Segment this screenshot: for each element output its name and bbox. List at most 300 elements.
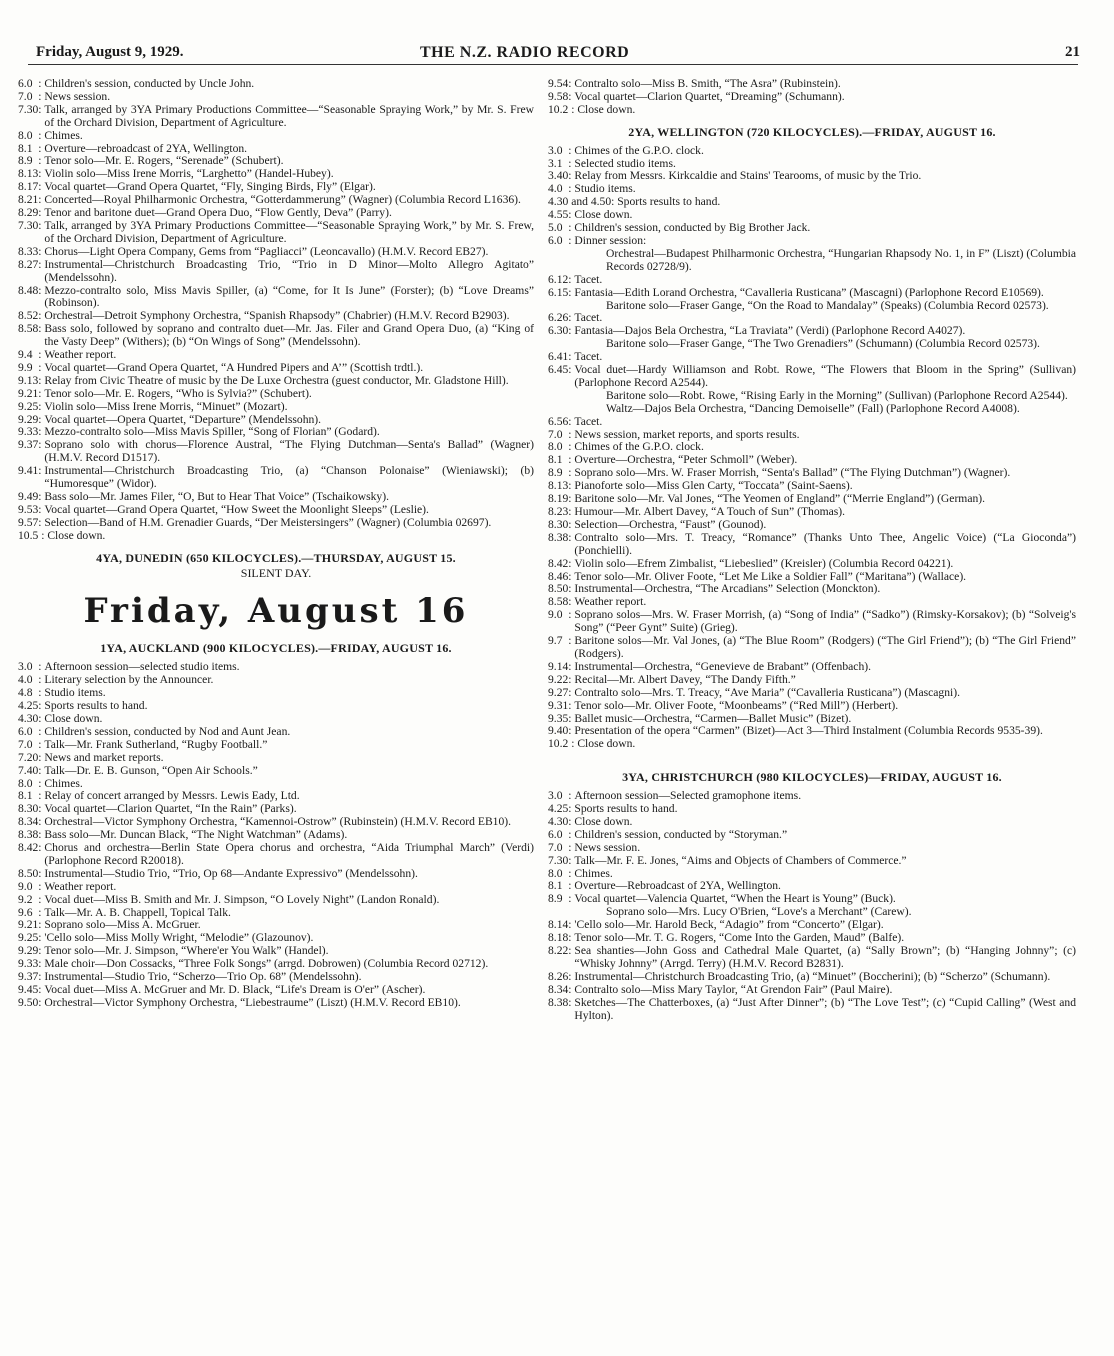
entry-time: 8.17: <box>18 180 45 194</box>
entry-text: Soprano solo—Mrs. Lucy O'Brien, “Love's a Merchant” (Carew). <box>606 905 912 919</box>
entry-text: Selection—Band of H.M. Grenadier Guards, “Der Meistersingers” (Wagner) (Columbia 02697). <box>44 515 492 529</box>
entry-text: Tenor solo—Mr. E. Rogers, “Serenade” (Schubert). <box>44 154 284 168</box>
program-entry <box>548 300 1076 313</box>
program-entry <box>548 403 1076 416</box>
entry-text: News session. <box>574 840 641 854</box>
entry-time: 5.0 : <box>548 221 575 235</box>
entry-text: Baritone solo—Fraser Gange, “The Two Grenadiers” (Schumann) (Columbia Record 02573). <box>606 337 1040 351</box>
program-entry <box>548 674 1076 687</box>
entry-time: 9.33: <box>18 957 45 971</box>
entry-text: Talk—Mr. F. E. Jones, “Aims and Objects of Chambers of Commerce.” <box>574 853 907 867</box>
entry-text: Instrumental—Christchurch Broadcasting Trio, “Trio in D Minor—Molto Allegro Agitato” (Mendelssohn). <box>44 257 534 284</box>
entry-time: 8.52: <box>18 309 45 323</box>
program-entry <box>18 91 534 104</box>
program-entry <box>548 274 1076 287</box>
program-entry <box>548 661 1076 674</box>
program-list <box>548 78 1076 117</box>
program-entry <box>548 609 1076 635</box>
program-entry <box>548 532 1076 558</box>
section-heading-dunedin: 4YA, DUNEDIN (650 KILOCYCLES).—THURSDAY, AUGUST 15. <box>96 550 456 565</box>
program-list <box>548 790 1076 1022</box>
entry-text: Weather report. <box>44 348 117 362</box>
program-entry <box>548 235 1076 248</box>
program-entry <box>18 323 534 349</box>
entry-time: 6.41: <box>548 350 575 364</box>
entry-text: Sea shanties—John Goss and Cathedral Male Quartet, (a) “Sally Brown”; (b) “Hanging Johnny”; (c) “Whisky Johnny” (Arrgd. Terry) (H.M.V. Record B2831). <box>574 944 1076 970</box>
entry-time: 9.9 : <box>18 360 45 374</box>
entry-text: Baritone solo—Fraser Gange, “On the Road to Mandalay” (Speaks) (Columbia Record 02573). <box>606 298 1049 312</box>
entry-text: Tenor solo—Mr. E. Rogers, “Who is Sylvia?” (Schubert). <box>44 386 312 400</box>
program-entry <box>18 465 534 491</box>
entry-time: 6.0 : <box>18 724 45 738</box>
entry-time: 6.12: <box>548 272 575 286</box>
entry-time: 8.0 : <box>18 128 45 142</box>
entry-text: Presentation of the opera “Carmen” (Bizet)—Act 3—Third Instalment (Columbia Records 9535-39). <box>574 724 1043 738</box>
entry-time: 6.45: <box>548 363 575 377</box>
entry-text: Overture—Orchestra, “Peter Schmoll” (Weber). <box>574 453 798 467</box>
entry-text: Talk—Mr. Frank Sutherland, “Rugby Football.” <box>44 737 268 751</box>
entry-time: 8.58: <box>18 322 45 336</box>
entry-time: 9.29: <box>18 944 45 958</box>
program-entry <box>548 338 1076 351</box>
entry-time: 8.13: <box>548 479 575 493</box>
section-heading-wellington: 2YA, WELLINGTON (720 KILOCYCLES).—FRIDAY, AUGUST 16. <box>628 124 996 139</box>
entry-time: 9.31: <box>548 698 575 712</box>
entry-time: 6.56: <box>548 414 575 428</box>
entry-time: 9.50: <box>18 995 45 1009</box>
entry-time: 8.42: <box>18 841 45 855</box>
entry-text: News session. <box>44 89 111 103</box>
entry-time: 6.0 : <box>548 827 575 841</box>
entry-text: News and market reports. <box>44 750 164 764</box>
entry-time: 9.25: <box>18 931 45 945</box>
entry-time: 4.30: <box>18 711 45 725</box>
program-entry <box>548 700 1076 713</box>
program-entry <box>548 984 1076 997</box>
entry-time: 4.0 : <box>18 673 45 687</box>
entry-text: Talk, arranged by 3YA Primary Productions Committee—“Seasonable Spraying Work,” by Mr. S. Frew, of the Orchard Division, Department of Agriculture. <box>44 218 534 245</box>
program-entry <box>548 558 1076 571</box>
entry-text: Close down. <box>577 102 636 116</box>
entry-time: 8.14: <box>548 918 575 932</box>
entry-time: 4.25: <box>548 802 575 816</box>
entry-text: Afternoon session—Selected gramophone items. <box>574 789 802 803</box>
entry-time: 9.37: <box>18 438 45 452</box>
entry-time: 9.57: <box>18 515 45 529</box>
entry-text: Tacet. <box>574 414 603 428</box>
entry-time: 8.9 : <box>18 154 45 168</box>
entry-time: 7.30: <box>548 853 575 867</box>
entry-time: 8.1 : <box>548 453 575 467</box>
entry-time: 9.7 : <box>548 634 575 648</box>
entry-text: Chimes of the G.P.O. clock. <box>574 440 704 454</box>
program-entry <box>548 945 1076 971</box>
entry-time: 7.0 : <box>18 89 45 103</box>
entry-text: Instrumental—Studio Trio, “Scherzo—Trio Op. 68” (Mendelssohn). <box>44 970 362 984</box>
entry-text: Vocal quartet—Valencia Quartet, “When the Heart is Young” (Buck). <box>574 892 896 906</box>
program-list <box>18 78 534 543</box>
entry-text: Children's session, conducted by “Storyman.” <box>574 827 788 841</box>
entry-text: Weather report. <box>44 879 117 893</box>
entry-time: 8.19: <box>548 492 575 506</box>
entry-time: 9.21: <box>18 386 45 400</box>
entry-time: 7.0 : <box>548 427 575 441</box>
entry-time: 6.30: <box>548 324 575 338</box>
entry-text: Relay from Civic Theatre of music by the De Luxe Orchestra (guest conductor, Mr. Gladstone Hill). <box>44 373 509 387</box>
program-entry <box>548 803 1076 816</box>
entry-text: Contralto solo—Mrs. T. Treacy, “Ave Maria” (“Cavalleria Rusticana”) (Mascagni). <box>574 685 961 699</box>
program-entry <box>18 285 534 311</box>
entry-time: 8.30: <box>18 802 45 816</box>
entry-text: Vocal duet—Hardy Williamson and Robt. Rowe, “The Flowers that Bloom in the Spring” (Sullivan) (Parlophone Record A2544). <box>574 363 1076 389</box>
program-entry <box>548 364 1076 390</box>
entry-time: 8.1 : <box>548 879 575 893</box>
entry-text: Contralto solo—Miss B. Smith, “The Asra” (Rubinstein). <box>574 77 841 90</box>
program-entry <box>18 491 534 504</box>
program-entry <box>18 517 534 530</box>
program-entry <box>18 259 534 285</box>
entry-text: Studio items. <box>44 686 106 700</box>
entry-text: Instrumental—Studio Trio, “Trio, Op 68—Andante Expressivo” (Mendelssohn). <box>44 866 418 880</box>
entry-text: Talk—Mr. A. B. Chappell, Topical Talk. <box>44 905 231 919</box>
entry-time: 8.42: <box>548 556 575 570</box>
entry-time: 4.30: <box>548 814 575 828</box>
program-entry <box>548 78 1076 91</box>
entry-text: Fantasia—Dajos Bela Orchestra, “La Traviata” (Verdi) (Parlophone Record A4027). <box>574 324 966 338</box>
entry-text: Baritone solo—Mr. Val Jones, “The Yeomen of England” (“Merrie England”) (German). <box>574 492 986 506</box>
page-header <box>30 44 1080 66</box>
entry-text: Tacet. <box>574 311 603 325</box>
program-entry <box>548 687 1076 700</box>
program-entry <box>548 829 1076 842</box>
entry-time: 9.25: <box>18 399 45 413</box>
entry-text: Weather report. <box>574 595 647 609</box>
entry-time: 9.54: <box>548 77 575 90</box>
entry-time: 4.55: <box>548 208 575 222</box>
entry-text: Instrumental—Orchestra, “The Arcadians” Selection (Monckton). <box>574 582 881 596</box>
entry-text: Bass solo, followed by soprano and contralto duet—Mr. Jas. Filer and Grand Opera Duo, (a) “King of the Vasty Deep” (Withers); (b) “On Wings of Song” (Mendelssohn). <box>44 322 534 349</box>
program-entry <box>548 997 1076 1023</box>
entry-time: 3.40: <box>548 169 575 183</box>
entry-time: 4.25: <box>18 699 45 713</box>
entry-text: Overture—Rebroadcast of 2YA, Wellington. <box>574 879 781 893</box>
entry-time: 8.0 : <box>548 866 575 880</box>
entry-time: 8.30: <box>548 517 575 531</box>
entry-text: Afternoon session—selected studio items. <box>44 660 240 674</box>
entry-time: 9.35: <box>548 711 575 725</box>
entry-text: Vocal quartet—Grand Opera Quartet, “A Hundred Pipers and A’” (Scottish trdtl.). <box>44 360 424 374</box>
entry-text: Sketches—The Chatterboxes, (a) “Just After Dinner”; (b) “The Love Test”; (c) “Cupid Calling” (West and Hylton). <box>574 995 1076 1022</box>
entry-text: Violin solo—Miss Irene Morris, “Minuet” (Mozart). <box>44 399 288 413</box>
entry-time: 3.1 : <box>548 156 575 170</box>
entry-text: Vocal quartet—Clarion Quartet, “Dreaming” (Schumann). <box>574 89 845 103</box>
entry-text: Vocal quartet—Grand Opera Quartet, “How Sweet the Moonlight Sleeps” (Leslie). <box>44 502 429 516</box>
entry-text: Tenor solo—Mr. T. G. Rogers, “Come Into the Garden, Maud” (Balfe). <box>574 931 905 945</box>
entry-time: 6.0 : <box>18 77 45 90</box>
entry-time: 8.34: <box>548 982 575 996</box>
program-entry <box>548 390 1076 403</box>
entry-text: Male choir—Don Cossacks, “Three Folk Songs” (arrgd. Dobrowen) (Columbia Record 02712). <box>44 957 489 971</box>
entry-time: 9.0 : <box>548 608 575 622</box>
entry-text: Tenor and baritone duet—Grand Opera Duo, “Flow Gently, Deva” (Parry). <box>44 206 392 220</box>
entry-text: Close down. <box>574 208 633 222</box>
entry-time: 7.0 : <box>18 737 45 751</box>
entry-text: Overture—rebroadcast of 2YA, Wellington. <box>44 141 248 155</box>
entry-text: Bass solo—Mr. James Filer, “O, But to Hear That Voice” (Tschaikowsky). <box>44 490 389 503</box>
program-entry <box>18 375 534 388</box>
entry-time: 8.9 : <box>548 892 575 906</box>
entry-time: 8.38: <box>548 995 575 1009</box>
entry-time: 8.50: <box>548 582 575 596</box>
entry-text: 'Cello solo—Miss Molly Wright, “Melodie” (Glazounov). <box>44 931 314 945</box>
entry-time: 6.0 : <box>548 233 575 247</box>
entry-time: 9.21: <box>18 918 45 932</box>
entry-text: Relay from Messrs. Kirkcaldie and Stains' Tearooms, of music by the Trio. <box>574 169 922 183</box>
entry-text: Bass solo—Mr. Duncan Black, “The Night Watchman” (Adams). <box>44 828 348 842</box>
entry-text: Chimes of the G.P.O. clock. <box>574 143 704 157</box>
entry-time: 9.0 : <box>18 879 45 893</box>
entry-text: Orchestral—Victor Symphony Orchestra, “Kamennoi-Ostrow” (Rubinstein) (H.M.V. Record EB10). <box>44 815 512 829</box>
entry-time: 10.2 : <box>548 737 578 751</box>
entry-time: 9.45: <box>18 983 45 996</box>
entry-time: 9.14: <box>548 659 575 673</box>
program-entry <box>18 401 534 414</box>
entry-time: 6.15: <box>548 285 575 299</box>
program-entry <box>18 842 534 868</box>
right-column <box>548 78 1076 1022</box>
entry-text: Tenor solo—Mr. J. Simpson, “Where'er You Walk” (Handel). <box>44 944 329 958</box>
program-entry <box>548 635 1076 661</box>
silent-day-note: SILENT DAY. <box>240 565 312 580</box>
entry-text: Talk, arranged by 3YA Primary Productions Committee—“Seasonable Spraying Work,” by Mr. S. Frew of the Orchard Division, Department of Agriculture. <box>44 102 534 129</box>
program-entry <box>18 752 534 765</box>
program-entry <box>18 765 534 778</box>
entry-text: Instrumental—Christchurch Broadcasting Trio, (a) “Chanson Polonaise” (Wieniawski); (b) “Humoresque” (Widor). <box>44 464 534 491</box>
entry-text: Chimes. <box>44 776 83 790</box>
entry-text: Orchestral—Victor Symphony Orchestra, “Liebestraume” (Liszt) (H.M.V. Record EB10). <box>44 995 461 1009</box>
entry-time: 9.22: <box>548 672 575 686</box>
entry-time: 8.23: <box>548 505 575 518</box>
entry-time: 9.6 : <box>18 905 45 919</box>
entry-time: 9.4 : <box>18 348 45 362</box>
program-entry <box>18 868 534 881</box>
program-entry <box>18 130 534 143</box>
entry-text: Pianoforte solo—Miss Glen Carty, “Toccata” (Saint-Saens). <box>574 479 853 493</box>
entry-text: Vocal duet—Miss B. Smith and Mr. J. Simpson, “O Lovely Night” (Landon Ronald). <box>44 892 440 906</box>
issue-date: Friday, August 9, 1929. <box>36 44 184 60</box>
program-entry <box>548 104 1076 117</box>
entry-text: Studio items. <box>574 182 636 196</box>
program-entry <box>18 388 534 401</box>
entry-text: Ballet music—Orchestra, “Carmen—Ballet Music” (Bizet). <box>574 711 852 725</box>
entry-time: 9.37: <box>18 970 45 984</box>
entry-text: Mezzo-contralto solo, Miss Mavis Spiller, (a) “Come, for It Is June” (Forster); (b) “Love Dreams” (Robinson). <box>44 283 534 310</box>
program-entry <box>18 894 534 907</box>
entry-text: Dinner session: <box>574 233 647 247</box>
entry-time: 8.18: <box>548 931 575 945</box>
entry-time: 8.26: <box>548 969 575 983</box>
program-entry <box>548 816 1076 829</box>
entry-time: 8.1 : <box>18 789 45 803</box>
entry-text: Close down. <box>574 814 633 828</box>
program-entry <box>18 530 534 543</box>
entry-text: Children's session, conducted by Big Brother Jack. <box>574 221 811 235</box>
entry-time: 7.40: <box>18 763 45 777</box>
entry-time: 8.27: <box>18 257 45 271</box>
entry-text: Vocal duet—Miss A. McGruer and Mr. D. Black, “Life's Dream is O'er” (Ascher). <box>44 983 426 996</box>
program-entry <box>548 519 1076 532</box>
program-entry <box>18 349 534 362</box>
section-heading-christchurch: 3YA, CHRISTCHURCH (980 KILOCYCLES)—FRIDAY, AUGUST 16. <box>622 770 1002 785</box>
entry-text: Selection—Orchestra, “Faust” (Gounod). <box>574 517 767 531</box>
header-rule <box>28 64 1078 65</box>
entry-time: 6.26: <box>548 311 575 325</box>
entry-text: Soprano solo—Miss A. McGruer. <box>44 918 201 932</box>
entry-time: 8.0 : <box>548 440 575 454</box>
program-entry <box>548 971 1076 984</box>
entry-text: Recital—Mr. Albert Davey, “The Dandy Fifth.” <box>574 672 796 686</box>
entry-text: Soprano solo—Mrs. W. Fraser Morrish, “Senta's Ballad” (“The Flying Dutchman”) (Wagner). <box>574 466 1011 480</box>
program-entry <box>548 842 1076 855</box>
entry-time: 9.53: <box>18 502 45 516</box>
program-list <box>18 661 534 1009</box>
program-entry <box>548 248 1076 274</box>
entry-text: Waltz—Dajos Bela Orchestra, “Dancing Demoiselle” (Fall) (Parlophone Record A4008). <box>606 401 1020 415</box>
entry-time: 7.30: <box>18 218 45 232</box>
entry-text: Close down. <box>47 528 106 542</box>
entry-time: 9.58: <box>548 89 575 103</box>
entry-text: News session, market reports, and sports results. <box>574 427 800 441</box>
entry-text: Soprano solos—Mrs. W. Fraser Morrish, (a) “Song of India” (“Sadko”) (Rimsky-Korsakov); (b) “Solveig's Song” (“Peer Gynt” Suite) (Grieg). <box>574 608 1076 635</box>
entry-time: 9.29: <box>18 412 45 426</box>
entry-text: Contralto solo—Miss Mary Taylor, “At Grendon Fair” (Paul Maire). <box>574 982 893 996</box>
entry-text: Selected studio items. <box>574 156 676 170</box>
entry-text: Violin solo—Efrem Zimbalist, “Liebeslied” (Kreisler) (Columbia Record 04221). <box>574 556 954 570</box>
entry-time: 8.21: <box>18 193 45 207</box>
entry-time: 8.0 : <box>18 776 45 790</box>
entry-time: 9.33: <box>18 425 45 439</box>
program-entry <box>18 362 534 375</box>
entry-time: 7.30: <box>18 102 45 116</box>
entry-text: Violin solo—Miss Irene Morris, “Larghetto” (Handel-Hubey). <box>44 167 334 181</box>
entry-time: 8.58: <box>548 595 575 609</box>
entry-time: 4.8 : <box>18 686 45 700</box>
program-entry <box>18 984 534 997</box>
program-entry <box>18 504 534 517</box>
entry-text: Instrumental—Christchurch Broadcasting Trio, (a) “Minuet” (Boccherini); (b) “Scherzo” (Schumann). <box>574 969 1051 983</box>
program-entry <box>18 220 534 246</box>
entry-text: Orchestral—Budapest Philharmonic Orchestra, “Hungarian Rhapsody No. 1, in F” (Liszt) (Columbia Records 02728/9). <box>606 246 1076 273</box>
entry-time: 8.34: <box>18 815 45 829</box>
entry-time: 8.1 : <box>18 141 45 155</box>
entry-text: Baritone solo—Robt. Rowe, “Rising Early in the Morning” (Sullivan) (Parlophone Record A2544). <box>606 388 1068 402</box>
entry-time: 9.27: <box>548 685 575 699</box>
entry-text: Orchestral—Detroit Symphony Orchestra, “Spanish Rhapsody” (Chabrier) (H.M.V. Record B2903). <box>44 309 510 323</box>
entry-text: Mezzo-contralto solo—Miss Mavis Spiller, “Song of Florian” (Godard). <box>44 425 380 439</box>
program-entry <box>18 439 534 465</box>
section-heading-auckland: 1YA, AUCKLAND (900 KILOCYCLES).—FRIDAY, AUGUST 16. <box>100 641 452 656</box>
entry-text: Soprano solo with chorus—Florence Austral, “The Flying Dutchman—Senta's Ballad” (Wagner) (H.M.V. Record D1517). <box>44 438 534 465</box>
entry-time: 10.2 : <box>548 102 578 116</box>
entry-text: Sports results to hand. <box>617 195 721 209</box>
entry-time: 3.0 : <box>548 143 575 157</box>
left-column <box>18 78 534 1010</box>
entry-time: 8.33: <box>18 244 45 258</box>
entry-text: Chorus and orchestra—Berlin State Opera chorus and orchestra, “Aida Triumphal March” (Verdi) (Parlophone Record R20018). <box>44 841 534 867</box>
entry-text: Chimes. <box>574 866 613 880</box>
entry-time: 7.20: <box>18 750 45 764</box>
entry-text: Baritone solos—Mr. Val Jones, (a) “The Blue Room” (Rodgers) (“The Girl Friend”); (b) “The Girl Friend” (Rodgers). <box>574 634 1076 660</box>
entry-time: 9.13: <box>18 373 45 387</box>
entry-time: 9.40: <box>548 724 575 738</box>
program-entry <box>18 739 534 752</box>
entry-time: 8.22: <box>548 944 575 957</box>
entry-text: Chimes. <box>44 128 83 142</box>
entry-text: Tacet. <box>574 272 603 286</box>
entry-text: Tenor solo—Mr. Oliver Foote, “Let Me Like a Soldier Fall” (“Maritana”) (Wallace). <box>574 569 967 583</box>
entry-time: 8.38: <box>548 530 575 544</box>
page-number: 21 <box>1065 44 1080 60</box>
date-banner: Friday, August 16 <box>83 591 469 632</box>
entry-text: Close down. <box>44 711 103 725</box>
entry-text: Vocal quartet—Clarion Quartet, “In the Rain” (Parks). <box>44 802 297 816</box>
program-entry <box>18 713 534 726</box>
entry-time: 8.50: <box>18 866 45 880</box>
program-entry <box>548 287 1076 300</box>
entry-text: Children's session, conducted by Uncle John. <box>44 77 255 90</box>
entry-text: Literary selection by the Announcer. <box>44 673 214 687</box>
program-entry <box>18 246 534 259</box>
entry-text: Fantasia—Edith Lorand Orchestra, “Cavalleria Rusticana” (Mascagni) (Parlophone Record E10569). <box>574 285 1044 299</box>
program-entry <box>548 416 1076 429</box>
entry-time: 10.5 : <box>18 528 48 542</box>
program-entry <box>18 997 534 1010</box>
entry-time: 8.9 : <box>548 466 575 480</box>
program-entry <box>18 881 534 894</box>
publication-title: THE N.Z. RADIO RECORD <box>420 44 630 61</box>
program-list <box>548 145 1076 752</box>
program-entry <box>548 91 1076 104</box>
entry-text: Relay of concert arranged by Messrs. Lewis Eady, Ltd. <box>44 789 300 803</box>
entry-time: 9.41: <box>18 464 45 478</box>
program-entry <box>18 104 534 130</box>
entry-text: Vocal quartet—Grand Opera Quartet, “Fly, Singing Birds, Fly” (Elgar). <box>44 180 376 194</box>
entry-text: Vocal quartet—Opera Quartet, “Departure” (Mendelssohn). <box>44 412 322 426</box>
entry-time: 4.30 and 4.50: <box>548 195 618 209</box>
entry-text: Tenor solo—Mr. Oliver Foote, “Moonbeams” (“Red Mill”) (Herbert). <box>574 698 899 712</box>
program-entry <box>548 738 1076 751</box>
program-entry <box>18 726 534 739</box>
program-entry <box>548 506 1076 519</box>
entry-time: 8.13: <box>18 167 45 181</box>
entry-text: Concerted—Royal Philharmonic Orchestra, “Gotterdammerung” (Wagner) (Columbia Record L1636). <box>44 193 521 207</box>
entry-text: Chorus—Light Opera Company, Gems from “Pagliacci” (Leoncavallo) (H.M.V. Record EB27). <box>44 244 489 258</box>
entry-time: 9.2 : <box>18 892 45 906</box>
entry-text: Close down. <box>577 737 636 751</box>
entry-time: 3.0 : <box>18 660 45 674</box>
entry-text: Tacet. <box>574 350 603 364</box>
program-entry <box>18 78 534 91</box>
entry-time: 8.29: <box>18 206 45 220</box>
entry-time: 7.0 : <box>548 840 575 854</box>
entry-time: 8.48: <box>18 283 45 297</box>
entry-time: 9.49: <box>18 490 45 503</box>
program-entry <box>548 855 1076 868</box>
entry-time: 8.46: <box>548 569 575 583</box>
entry-time: 8.38: <box>18 828 45 842</box>
entry-text: 'Cello solo—Mr. Harold Beck, “Adagio” from “Concerto” (Elgar). <box>574 918 884 932</box>
entry-text: Humour—Mr. Albert Davey, “A Touch of Sun” (Thomas). <box>574 505 846 518</box>
